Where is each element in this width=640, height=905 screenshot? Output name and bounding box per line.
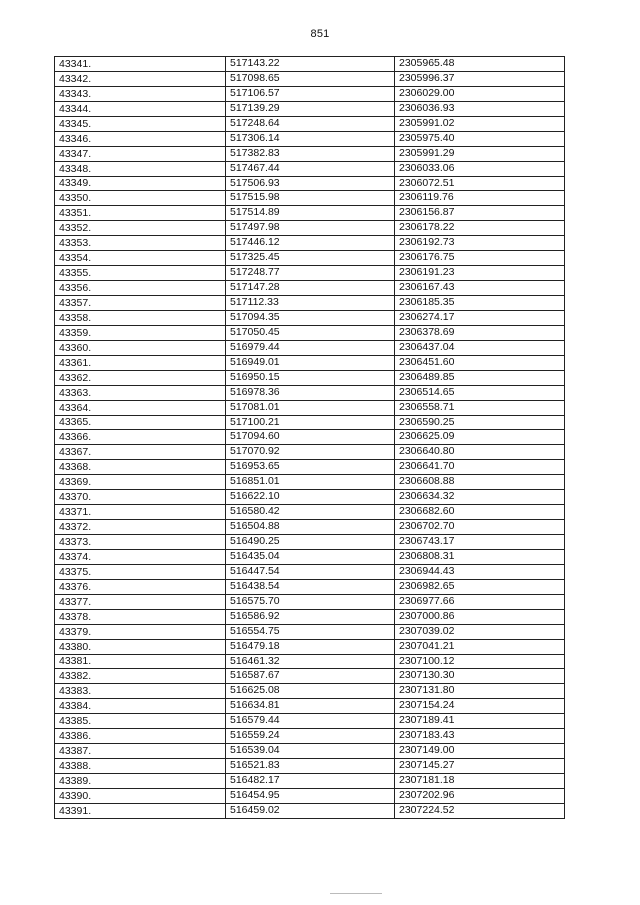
point-number-cell: 43385.: [55, 714, 226, 729]
x-coordinate-cell: 516539.04: [226, 744, 395, 759]
y-coordinate-cell: 2306977.66: [395, 594, 565, 609]
table-row: [55, 251, 565, 266]
table-row: [55, 281, 565, 296]
table-row: [55, 355, 565, 370]
y-coordinate-cell: 2306451.60: [395, 355, 565, 370]
table-row: [55, 654, 565, 669]
x-coordinate-cell: 517497.98: [226, 221, 395, 236]
x-coordinate-cell: 516479.18: [226, 639, 395, 654]
y-coordinate-cell: 2306808.31: [395, 549, 565, 564]
y-coordinate-cell: 2307202.96: [395, 788, 565, 803]
x-coordinate-cell: 517514.89: [226, 206, 395, 221]
point-number-cell: 43357.: [55, 296, 226, 311]
x-coordinate-cell: 516580.42: [226, 505, 395, 520]
point-number-cell: 43359.: [55, 325, 226, 340]
point-number-cell: 43342.: [55, 71, 226, 86]
table-row: [55, 71, 565, 86]
y-coordinate-cell: 2307130.30: [395, 669, 565, 684]
point-number-cell: 43366.: [55, 430, 226, 445]
table-row: [55, 146, 565, 161]
y-coordinate-cell: 2306191.23: [395, 266, 565, 281]
y-coordinate-cell: 2307000.86: [395, 609, 565, 624]
table-row: [55, 803, 565, 818]
x-coordinate-cell: 517070.92: [226, 445, 395, 460]
point-number-cell: 43379.: [55, 624, 226, 639]
y-coordinate-cell: 2306176.75: [395, 251, 565, 266]
x-coordinate-cell: 516950.15: [226, 370, 395, 385]
point-number-cell: 43356.: [55, 281, 226, 296]
table-row: [55, 594, 565, 609]
point-number-cell: 43353.: [55, 236, 226, 251]
x-coordinate-cell: 516461.32: [226, 654, 395, 669]
table-row: [55, 639, 565, 654]
x-coordinate-cell: 516454.95: [226, 788, 395, 803]
y-coordinate-cell: 2306514.65: [395, 385, 565, 400]
x-coordinate-cell: 516521.83: [226, 759, 395, 774]
y-coordinate-cell: 2306682.60: [395, 505, 565, 520]
point-number-cell: 43343.: [55, 86, 226, 101]
x-coordinate-cell: 516438.54: [226, 579, 395, 594]
point-number-cell: 43383.: [55, 684, 226, 699]
table-row: [55, 430, 565, 445]
table-row: [55, 520, 565, 535]
y-coordinate-cell: 2307181.18: [395, 774, 565, 789]
point-number-cell: 43377.: [55, 594, 226, 609]
table-row: [55, 699, 565, 714]
table-row: [55, 161, 565, 176]
x-coordinate-cell: 516459.02: [226, 803, 395, 818]
x-coordinate-cell: 516625.08: [226, 684, 395, 699]
point-number-cell: 43358.: [55, 310, 226, 325]
table-row: [55, 549, 565, 564]
y-coordinate-cell: 2305996.37: [395, 71, 565, 86]
table-row: [55, 266, 565, 281]
point-number-cell: 43364.: [55, 400, 226, 415]
table-row: [55, 400, 565, 415]
y-coordinate-cell: 2306072.51: [395, 176, 565, 191]
x-coordinate-cell: 516579.44: [226, 714, 395, 729]
y-coordinate-cell: 2306192.73: [395, 236, 565, 251]
point-number-cell: 43348.: [55, 161, 226, 176]
coordinates-table-body: [55, 57, 565, 819]
point-number-cell: 43350.: [55, 191, 226, 206]
point-number-cell: 43360.: [55, 340, 226, 355]
x-coordinate-cell: 517106.57: [226, 86, 395, 101]
y-coordinate-cell: 2306178.22: [395, 221, 565, 236]
point-number-cell: 43374.: [55, 549, 226, 564]
y-coordinate-cell: 2305975.40: [395, 131, 565, 146]
y-coordinate-cell: 2307149.00: [395, 744, 565, 759]
y-coordinate-cell: 2306167.43: [395, 281, 565, 296]
x-coordinate-cell: 516953.65: [226, 460, 395, 475]
y-coordinate-cell: 2307224.52: [395, 803, 565, 818]
y-coordinate-cell: 2307041.21: [395, 639, 565, 654]
y-coordinate-cell: 2306944.43: [395, 564, 565, 579]
y-coordinate-cell: 2307189.41: [395, 714, 565, 729]
table-row: [55, 729, 565, 744]
table-row: [55, 86, 565, 101]
point-number-cell: 43367.: [55, 445, 226, 460]
x-coordinate-cell: 516587.67: [226, 669, 395, 684]
x-coordinate-cell: 517515.98: [226, 191, 395, 206]
x-coordinate-cell: 517325.45: [226, 251, 395, 266]
y-coordinate-cell: 2307154.24: [395, 699, 565, 714]
y-coordinate-cell: 2306156.87: [395, 206, 565, 221]
y-coordinate-cell: 2307131.80: [395, 684, 565, 699]
y-coordinate-cell: 2306558.71: [395, 400, 565, 415]
point-number-cell: 43372.: [55, 520, 226, 535]
x-coordinate-cell: 516575.70: [226, 594, 395, 609]
point-number-cell: 43368.: [55, 460, 226, 475]
table-row: [55, 296, 565, 311]
point-number-cell: 43365.: [55, 415, 226, 430]
y-coordinate-cell: 2306634.32: [395, 490, 565, 505]
x-coordinate-cell: 517467.44: [226, 161, 395, 176]
y-coordinate-cell: 2307100.12: [395, 654, 565, 669]
y-coordinate-cell: 2306489.85: [395, 370, 565, 385]
table-row: [55, 370, 565, 385]
x-coordinate-cell: 517382.83: [226, 146, 395, 161]
table-row: [55, 505, 565, 520]
table-row: [55, 535, 565, 550]
point-number-cell: 43380.: [55, 639, 226, 654]
y-coordinate-cell: 2306982.65: [395, 579, 565, 594]
point-number-cell: 43391.: [55, 803, 226, 818]
x-coordinate-cell: 516979.44: [226, 340, 395, 355]
table-row: [55, 684, 565, 699]
table-row: [55, 714, 565, 729]
table-row: [55, 445, 565, 460]
point-number-cell: 43341.: [55, 57, 226, 72]
y-coordinate-cell: 2306033.06: [395, 161, 565, 176]
x-coordinate-cell: 516490.25: [226, 535, 395, 550]
y-coordinate-cell: 2306274.17: [395, 310, 565, 325]
table-row: [55, 609, 565, 624]
table-row: [55, 176, 565, 191]
x-coordinate-cell: 517248.77: [226, 266, 395, 281]
page-number: 851: [310, 28, 330, 40]
point-number-cell: 43355.: [55, 266, 226, 281]
y-coordinate-cell: 2305991.29: [395, 146, 565, 161]
table-row: [55, 475, 565, 490]
y-coordinate-cell: 2305965.48: [395, 57, 565, 72]
table-row: [55, 788, 565, 803]
table-row: [55, 191, 565, 206]
y-coordinate-cell: 2307039.02: [395, 624, 565, 639]
table-row: [55, 57, 565, 72]
y-coordinate-cell: 2306029.00: [395, 86, 565, 101]
y-coordinate-cell: 2306743.17: [395, 535, 565, 550]
point-number-cell: 43389.: [55, 774, 226, 789]
y-coordinate-cell: 2306702.70: [395, 520, 565, 535]
x-coordinate-cell: 517081.01: [226, 400, 395, 415]
table-row: [55, 669, 565, 684]
point-number-cell: 43386.: [55, 729, 226, 744]
table-row: [55, 340, 565, 355]
x-coordinate-cell: 516586.92: [226, 609, 395, 624]
point-number-cell: 43369.: [55, 475, 226, 490]
x-coordinate-cell: 517098.65: [226, 71, 395, 86]
table-row: [55, 579, 565, 594]
point-number-cell: 43344.: [55, 101, 226, 116]
point-number-cell: 43378.: [55, 609, 226, 624]
x-coordinate-cell: 517446.12: [226, 236, 395, 251]
table-row: [55, 131, 565, 146]
x-coordinate-cell: 517050.45: [226, 325, 395, 340]
x-coordinate-cell: 516978.36: [226, 385, 395, 400]
x-coordinate-cell: 516447.54: [226, 564, 395, 579]
point-number-cell: 43351.: [55, 206, 226, 221]
coordinates-table: [54, 56, 565, 819]
x-coordinate-cell: 516634.81: [226, 699, 395, 714]
y-coordinate-cell: 2306378.69: [395, 325, 565, 340]
point-number-cell: 43349.: [55, 176, 226, 191]
point-number-cell: 43352.: [55, 221, 226, 236]
table-row: [55, 564, 565, 579]
x-coordinate-cell: 516554.75: [226, 624, 395, 639]
x-coordinate-cell: 517139.29: [226, 101, 395, 116]
y-coordinate-cell: 2307183.43: [395, 729, 565, 744]
y-coordinate-cell: 2306185.35: [395, 296, 565, 311]
y-coordinate-cell: 2306608.88: [395, 475, 565, 490]
point-number-cell: 43373.: [55, 535, 226, 550]
point-number-cell: 43390.: [55, 788, 226, 803]
table-row: [55, 385, 565, 400]
y-coordinate-cell: 2306590.25: [395, 415, 565, 430]
y-coordinate-cell: 2307145.27: [395, 759, 565, 774]
y-coordinate-cell: 2306036.93: [395, 101, 565, 116]
point-number-cell: 43362.: [55, 370, 226, 385]
x-coordinate-cell: 517143.22: [226, 57, 395, 72]
x-coordinate-cell: 516482.17: [226, 774, 395, 789]
y-coordinate-cell: 2306625.09: [395, 430, 565, 445]
table-row: [55, 325, 565, 340]
x-coordinate-cell: 517306.14: [226, 131, 395, 146]
point-number-cell: 43371.: [55, 505, 226, 520]
point-number-cell: 43346.: [55, 131, 226, 146]
point-number-cell: 43345.: [55, 116, 226, 131]
y-coordinate-cell: 2306119.76: [395, 191, 565, 206]
point-number-cell: 43387.: [55, 744, 226, 759]
table-row: [55, 759, 565, 774]
point-number-cell: 43370.: [55, 490, 226, 505]
table-row: [55, 310, 565, 325]
table-row: [55, 101, 565, 116]
point-number-cell: 43361.: [55, 355, 226, 370]
point-number-cell: 43376.: [55, 579, 226, 594]
x-coordinate-cell: 517094.35: [226, 310, 395, 325]
point-number-cell: 43388.: [55, 759, 226, 774]
table-row: [55, 460, 565, 475]
x-coordinate-cell: 516949.01: [226, 355, 395, 370]
x-coordinate-cell: 517094.60: [226, 430, 395, 445]
point-number-cell: 43347.: [55, 146, 226, 161]
y-coordinate-cell: 2306437.04: [395, 340, 565, 355]
x-coordinate-cell: 516559.24: [226, 729, 395, 744]
point-number-cell: 43384.: [55, 699, 226, 714]
point-number-cell: 43363.: [55, 385, 226, 400]
scan-artifact-line: [330, 893, 382, 894]
y-coordinate-cell: 2305991.02: [395, 116, 565, 131]
x-coordinate-cell: 516504.88: [226, 520, 395, 535]
table-row: [55, 774, 565, 789]
y-coordinate-cell: 2306640.80: [395, 445, 565, 460]
table-row: [55, 221, 565, 236]
point-number-cell: 43382.: [55, 669, 226, 684]
x-coordinate-cell: 517112.33: [226, 296, 395, 311]
table-row: [55, 490, 565, 505]
point-number-cell: 43375.: [55, 564, 226, 579]
table-row: [55, 206, 565, 221]
x-coordinate-cell: 516435.04: [226, 549, 395, 564]
table-row: [55, 116, 565, 131]
x-coordinate-cell: 517506.93: [226, 176, 395, 191]
x-coordinate-cell: 517100.21: [226, 415, 395, 430]
x-coordinate-cell: 516851.01: [226, 475, 395, 490]
table-row: [55, 624, 565, 639]
table-row: [55, 415, 565, 430]
point-number-cell: 43381.: [55, 654, 226, 669]
x-coordinate-cell: 516622.10: [226, 490, 395, 505]
table-row: [55, 236, 565, 251]
table-row: [55, 744, 565, 759]
x-coordinate-cell: 517147.28: [226, 281, 395, 296]
point-number-cell: 43354.: [55, 251, 226, 266]
y-coordinate-cell: 2306641.70: [395, 460, 565, 475]
x-coordinate-cell: 517248.64: [226, 116, 395, 131]
